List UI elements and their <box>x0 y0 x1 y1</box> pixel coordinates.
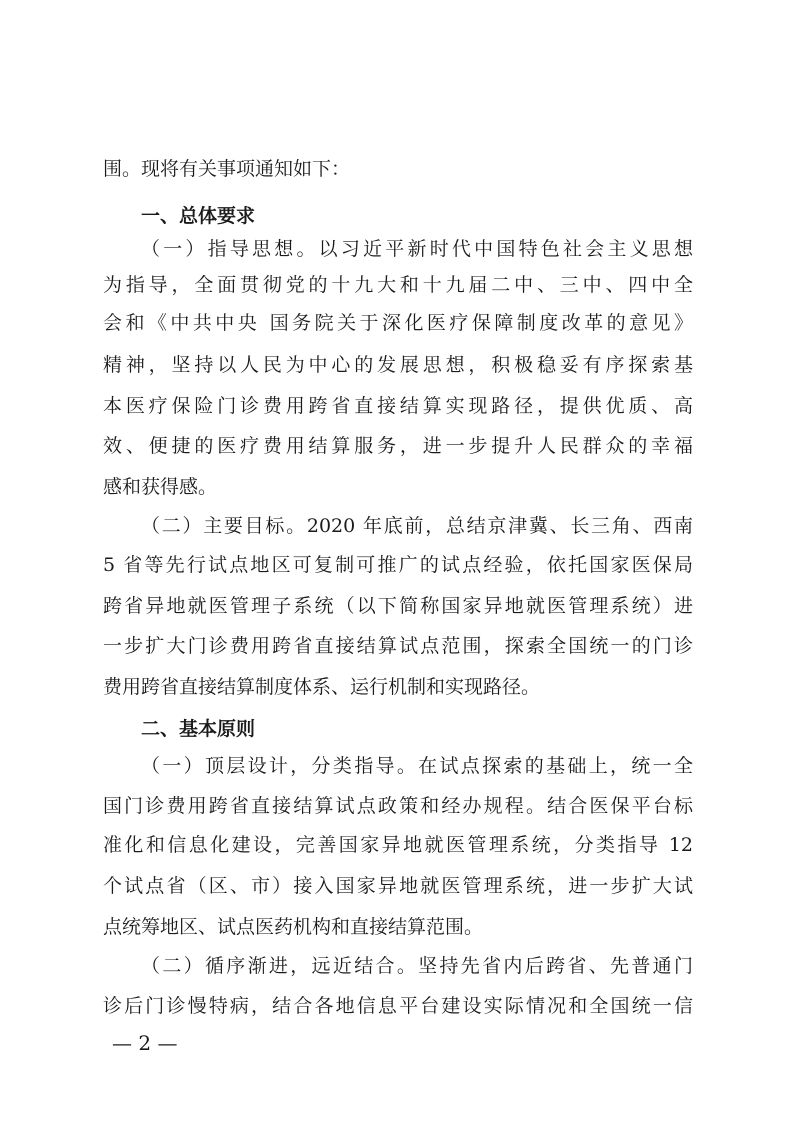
paragraph-line: 国门诊费用跨省直接结算试点政策和经办规程。结合医保平台标 <box>103 795 693 817</box>
paragraph-line: 围。现将有关事项通知如下： <box>103 158 351 180</box>
paragraph-line: （二）循序渐进，远近结合。坚持先省内后跨省、先普通门 <box>141 955 693 977</box>
paragraph-line: 本医疗保险门诊费用跨省直接结算实现路径，提供优质、高 <box>103 395 693 417</box>
paragraph-line: 会和《中共中央 国务院关于深化医疗保障制度改革的意见》 <box>103 312 693 334</box>
paragraph-line: 点统筹地区、试点医药机构和直接结算范围。 <box>103 916 484 938</box>
paragraph-line: 跨省异地就医管理子系统（以下简称国家异地就医管理系统）进 <box>103 595 693 617</box>
paragraph-line: 诊后门诊慢特病，结合各地信息平台建设实际情况和全国统一信 <box>103 995 693 1017</box>
paragraph-line: （二）主要目标。2020 年底前，总结京津冀、长三角、西南 <box>141 515 693 537</box>
paragraph-line: 5 省等先行试点地区可复制可推广的试点经验，依托国家医保局 <box>103 554 693 576</box>
page-number: — 2 — <box>112 1031 178 1055</box>
paragraph-line: 一步扩大门诊费用跨省直接结算试点范围，探索全国统一的门诊 <box>103 635 693 657</box>
paragraph-line: 准化和信息化建设，完善国家异地就医管理系统，分类指导 12 <box>103 834 693 856</box>
paragraph-line: 效、便捷的医疗费用结算服务，进一步提升人民群众的幸福 <box>103 435 693 457</box>
paragraph-line: 感和获得感。 <box>103 476 218 498</box>
paragraph-line: （一）顶层设计，分类指导。在试点探索的基础上，统一全 <box>141 755 693 777</box>
paragraph-line: 精神，坚持以人民为中心的发展思想，积极稳妥有序探索基 <box>103 354 693 376</box>
paragraph-line: 为指导，全面贯彻党的十九大和十九届二中、三中、四中全 <box>103 274 693 296</box>
section-heading: 二、基本原则 <box>141 718 256 740</box>
paragraph-line: 个试点省（区、市）接入国家异地就医管理系统，进一步扩大试 <box>103 875 693 897</box>
paragraph-line: 费用跨省直接结算制度体系、运行机制和实现路径。 <box>103 676 541 698</box>
section-heading: 一、总体要求 <box>141 205 256 227</box>
paragraph-line: （一）指导思想。以习近平新时代中国特色社会主义思想 <box>141 238 693 260</box>
